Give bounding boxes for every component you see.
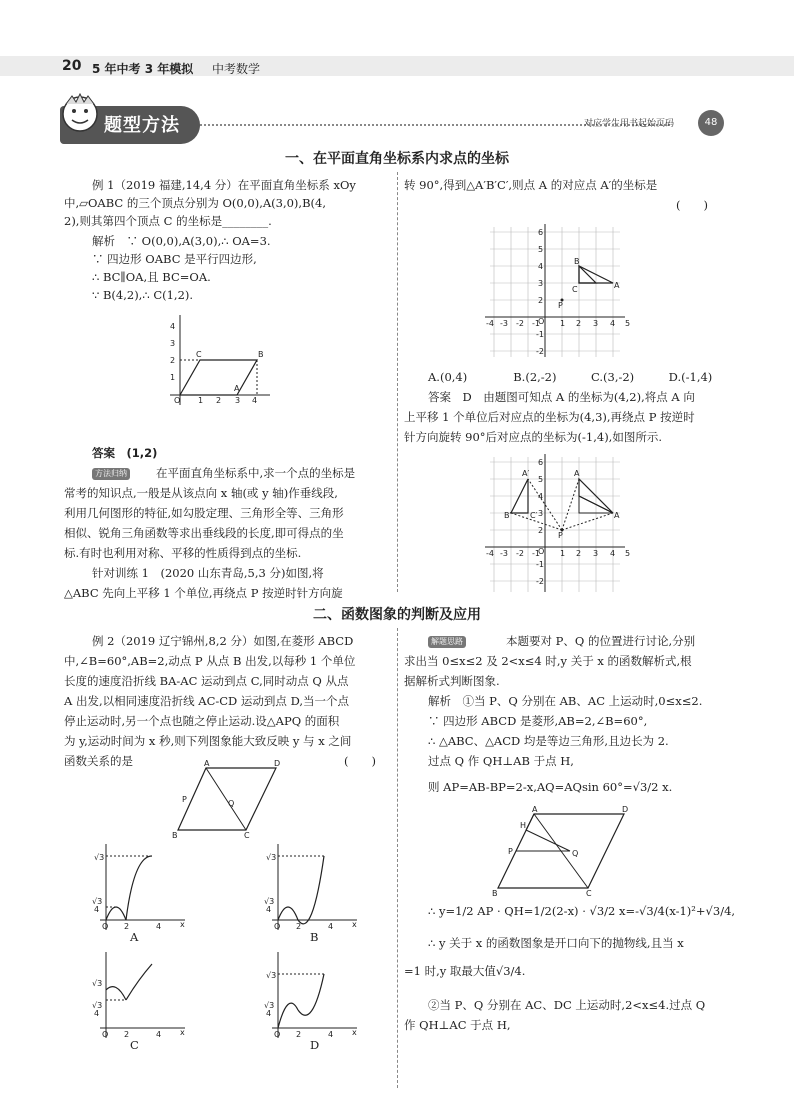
svg-text:B: B <box>172 831 178 840</box>
svg-text:2: 2 <box>124 922 130 931</box>
sol2-line1: 解析 ①当 P、Q 分别在 AB、AC 上运动时,0≤x≤2. <box>428 694 703 708</box>
svg-text:5: 5 <box>625 549 631 558</box>
method-line1: 在平面直角坐标系中,求一个点的坐标是 <box>156 466 356 480</box>
sol1-line3: ∴ BC∥OA,且 BC=OA. <box>92 270 211 284</box>
method-line4: 相似、锐角三角函数等求出垂线段的长度,即可得点的坐 <box>64 526 344 540</box>
svg-text:A: A <box>234 384 240 393</box>
option-a-label[interactable]: A <box>130 930 139 944</box>
svg-text:D: D <box>622 805 629 814</box>
rhombus-figure-2 <box>490 806 640 896</box>
svg-text:O: O <box>538 317 545 326</box>
train1-line1: 针对训练 1 (2020 山东青岛,5,3 分)如图,将 <box>92 566 324 580</box>
svg-text:-4: -4 <box>486 549 494 558</box>
svg-text:√3: √3 <box>92 897 103 906</box>
svg-text:A′: A′ <box>522 469 530 478</box>
sol2-line2: ∵ 四边形 ABCD 是菱形,AB=2,∠B=60°, <box>428 714 648 728</box>
svg-text:3: 3 <box>235 396 241 405</box>
svg-text:√3: √3 <box>266 853 277 862</box>
ex2-line6: 为 y,运动时间为 x 秒,则下列图象能大致反映 y 与 x 之间 <box>64 734 352 748</box>
svg-text:2: 2 <box>170 356 176 365</box>
svg-text:1: 1 <box>170 373 176 382</box>
option-graph-d <box>262 950 362 1040</box>
svg-text:4: 4 <box>266 1009 272 1018</box>
section-2-title: 二、函数图象的判断及应用 <box>313 607 481 623</box>
svg-text:O: O <box>174 396 181 405</box>
grid-figure-1 <box>480 222 630 362</box>
svg-text:√3: √3 <box>94 853 105 862</box>
sol2-line4: 过点 Q 作 QH⊥AB 于点 H, <box>428 754 574 768</box>
svg-text:-1: -1 <box>532 549 540 558</box>
sol1-line4: ∵ B(4,2),∴ C(1,2). <box>92 288 194 302</box>
svg-text:6: 6 <box>538 228 544 237</box>
svg-text:2: 2 <box>538 526 544 535</box>
svg-text:-2: -2 <box>536 577 544 586</box>
ex1-line3: 2),则其第四个顶点 C 的坐标是________. <box>64 214 272 228</box>
idea-line2: 求出当 0≤x≤2 及 2<x≤4 时,y 关于 x 的函数解析式,根 <box>404 654 692 668</box>
ex2-line3: 长度的速度沿折线 BA-AC 运动到点 C,同时动点 Q 从点 <box>64 674 349 688</box>
svg-text:2: 2 <box>538 296 544 305</box>
ex1-line2: 中,▱OABC 的三个顶点分别为 O(0,0),A(3,0),B(4, <box>64 196 326 210</box>
svg-text:2: 2 <box>124 1030 130 1039</box>
svg-text:√3: √3 <box>264 1001 275 1010</box>
svg-text:4: 4 <box>538 492 544 501</box>
svg-text:-2: -2 <box>516 319 524 328</box>
svg-text:B: B <box>492 889 498 898</box>
svg-text:4: 4 <box>156 1030 162 1039</box>
sol2-line5: 则 AP=AB-BP=2-x,AQ=AQsin 60°=√3/2 x. <box>428 780 673 794</box>
svg-text:O: O <box>538 547 545 556</box>
svg-text:x: x <box>352 1028 357 1037</box>
svg-text:4: 4 <box>94 905 100 914</box>
column-divider-2 <box>397 628 398 1088</box>
svg-text:x: x <box>180 920 185 929</box>
svg-text:1: 1 <box>560 319 566 328</box>
svg-text:P: P <box>182 795 187 804</box>
svg-text:3: 3 <box>593 549 599 558</box>
svg-text:P: P <box>508 847 513 856</box>
svg-text:4: 4 <box>610 319 616 328</box>
svg-text:√3: √3 <box>266 971 277 980</box>
sol2-line6: ∴ y=1/2 AP · QH=1/2(2-x) · √3/2 x=-√3/4(x-1)²+√3/4, <box>428 904 736 918</box>
ans1: 答案 (1,2) <box>92 446 158 460</box>
train1-line2: △ABC 先向上平移 1 个单位,再绕点 P 按逆时针方向旋 <box>64 586 343 600</box>
book-title: 5 年中考 3 年模拟 <box>92 62 194 76</box>
svg-text:P: P <box>558 301 563 310</box>
right1-options: A.(0,4) B.(2,-2) C.(3,-2) D.(-1,4) <box>428 370 713 384</box>
right1-line1: 转 90°,得到△A′B′C′,则点 A 的对应点 A′的坐标是 <box>404 178 658 192</box>
svg-text:4: 4 <box>328 1030 334 1039</box>
svg-text:C: C <box>196 350 202 359</box>
method-line3: 利用几何图形的特征,如勾股定理、三角形全等、三角形 <box>64 506 344 520</box>
page-number: 20 <box>62 58 82 74</box>
svg-text:1: 1 <box>198 396 204 405</box>
option-b-label[interactable]: B <box>310 930 319 944</box>
ex1-line1: 例 1（2019 福建,14,4 分）在平面直角坐标系 xOy <box>92 178 356 192</box>
option-graph-c <box>90 950 190 1040</box>
svg-text:4: 4 <box>538 262 544 271</box>
svg-text:-3: -3 <box>500 319 508 328</box>
svg-text:4: 4 <box>252 396 258 405</box>
sol2-line10: 作 QH⊥AC 于点 H, <box>404 1018 511 1032</box>
ex2-line4: A 出发,以相同速度沿折线 AC-CD 运动到点 D,当一个点 <box>64 694 350 708</box>
svg-text:4: 4 <box>156 922 162 931</box>
rhombus-figure <box>170 760 310 840</box>
ex2-line5: 停止运动时,另一个点也随之停止运动.设△APQ 的面积 <box>64 714 340 728</box>
qr-note: 对应学生用书起始页码 <box>584 119 675 129</box>
svg-text:√3: √3 <box>92 1001 103 1010</box>
svg-text:O: O <box>102 1030 109 1039</box>
grid-figure-2 <box>480 452 630 597</box>
svg-text:C: C <box>572 285 578 294</box>
right1-ans-line2: 上平移 1 个单位后对应点的坐标为(4,3),再绕点 P 按逆时 <box>404 410 695 424</box>
ex2-line7: 函数关系的是 <box>64 754 133 768</box>
svg-text:-1: -1 <box>532 319 540 328</box>
svg-text:1: 1 <box>560 549 566 558</box>
page-badge: 48 <box>698 110 724 136</box>
svg-text:5: 5 <box>538 475 544 484</box>
svg-text:H: H <box>520 821 527 830</box>
svg-text:O: O <box>274 922 281 931</box>
sol1-line1: 解析 ∵ O(0,0),A(3,0),∴ OA=3. <box>92 234 271 248</box>
section-1-title: 一、在平面直角坐标系内求点的坐标 <box>285 151 509 167</box>
svg-text:3: 3 <box>593 319 599 328</box>
svg-text:O: O <box>102 922 109 931</box>
svg-text:2: 2 <box>296 1030 302 1039</box>
svg-text:4: 4 <box>328 922 334 931</box>
idea-line3: 据解析式判断图象. <box>404 674 500 688</box>
svg-text:4: 4 <box>266 905 272 914</box>
option-graph-b <box>262 842 362 932</box>
svg-text:-1: -1 <box>536 330 544 339</box>
svg-text:A: A <box>532 805 538 814</box>
svg-text:Q: Q <box>572 849 579 858</box>
sol1-line2: ∵ 四边形 OABC 是平行四边形, <box>92 252 257 266</box>
svg-text:A: A <box>574 469 580 478</box>
svg-text:5: 5 <box>538 245 544 254</box>
svg-text:A: A <box>614 511 620 520</box>
svg-text:-2: -2 <box>536 347 544 356</box>
svg-text:B: B <box>574 257 580 266</box>
svg-text:x: x <box>352 920 357 929</box>
ex2-line1: 例 2（2019 辽宁锦州,8,2 分）如图,在菱形 ABCD <box>92 634 354 648</box>
ex2-paren: ( ) <box>344 754 376 768</box>
subject-title: 中考数学 <box>212 62 261 76</box>
svg-text:2: 2 <box>216 396 222 405</box>
sol2-line8: =1 时,y 取最大值√3/4. <box>404 964 526 978</box>
svg-text:3: 3 <box>538 509 544 518</box>
svg-text:B′: B′ <box>504 511 512 520</box>
svg-text:-4: -4 <box>486 319 494 328</box>
svg-text:P: P <box>558 531 563 540</box>
svg-text:O: O <box>274 1030 281 1039</box>
svg-text:B: B <box>258 350 264 359</box>
svg-text:2: 2 <box>576 549 582 558</box>
idea-tag: 解题思路 <box>428 636 466 648</box>
svg-text:D: D <box>274 759 281 768</box>
column-divider-1 <box>397 172 398 592</box>
svg-text:x: x <box>180 1028 185 1037</box>
svg-text:2: 2 <box>296 922 302 931</box>
banner-title: 题型方法 <box>104 115 180 136</box>
svg-text:C: C <box>586 889 592 898</box>
method-tag: 方法归纳 <box>92 468 130 480</box>
svg-text:3: 3 <box>538 279 544 288</box>
mascot-icon <box>58 92 98 142</box>
svg-text:√3: √3 <box>264 897 275 906</box>
right1-paren: ( ) <box>676 198 708 212</box>
svg-text:C: C <box>244 831 250 840</box>
sol2-line3: ∴ △ABC、△ACD 均是等边三角形,且边长为 2. <box>428 734 669 748</box>
method-line2: 常考的知识点,一般是从该点向 x 轴(或 y 轴)作垂线段, <box>64 486 338 500</box>
option-graph-a <box>90 842 190 932</box>
option-d-label[interactable]: D <box>310 1038 320 1052</box>
svg-text:4: 4 <box>610 549 616 558</box>
svg-text:6: 6 <box>538 458 544 467</box>
svg-text:4: 4 <box>94 1009 100 1018</box>
idea-line1: 本题要对 P、Q 的位置进行讨论,分别 <box>506 634 696 648</box>
svg-text:-1: -1 <box>536 560 544 569</box>
option-c-label[interactable]: C <box>130 1038 139 1052</box>
svg-text:4: 4 <box>170 322 176 331</box>
sol2-line7: ∴ y 关于 x 的函数图象是开口向下的抛物线,且当 x <box>428 936 684 950</box>
parallelogram-figure <box>160 310 280 410</box>
svg-text:2: 2 <box>576 319 582 328</box>
svg-text:5: 5 <box>625 319 631 328</box>
svg-text:3: 3 <box>170 339 176 348</box>
right1-ans-line3: 针方向旋转 90°后对应点的坐标为(-1,4),如图所示. <box>404 430 662 444</box>
svg-text:√3: √3 <box>92 979 103 988</box>
sol2-line9: ②当 P、Q 分别在 AC、DC 上运动时,2<x≤4.过点 Q <box>428 998 706 1012</box>
method-line5: 标.有时也利用对称、平移的性质得到点的坐标. <box>64 546 302 560</box>
svg-text:-3: -3 <box>500 549 508 558</box>
svg-text:-2: -2 <box>516 549 524 558</box>
svg-text:Q: Q <box>228 799 235 808</box>
ex2-line2: 中,∠B=60°,AB=2,动点 P 从点 B 出发,以每秒 1 个单位 <box>64 654 356 668</box>
svg-text:A: A <box>614 281 620 290</box>
svg-text:A: A <box>204 759 210 768</box>
right1-ans-line1: 答案 D 由题图可知点 A 的坐标为(4,2),将点 A 向 <box>428 390 695 404</box>
svg-text:C′: C′ <box>530 511 538 520</box>
